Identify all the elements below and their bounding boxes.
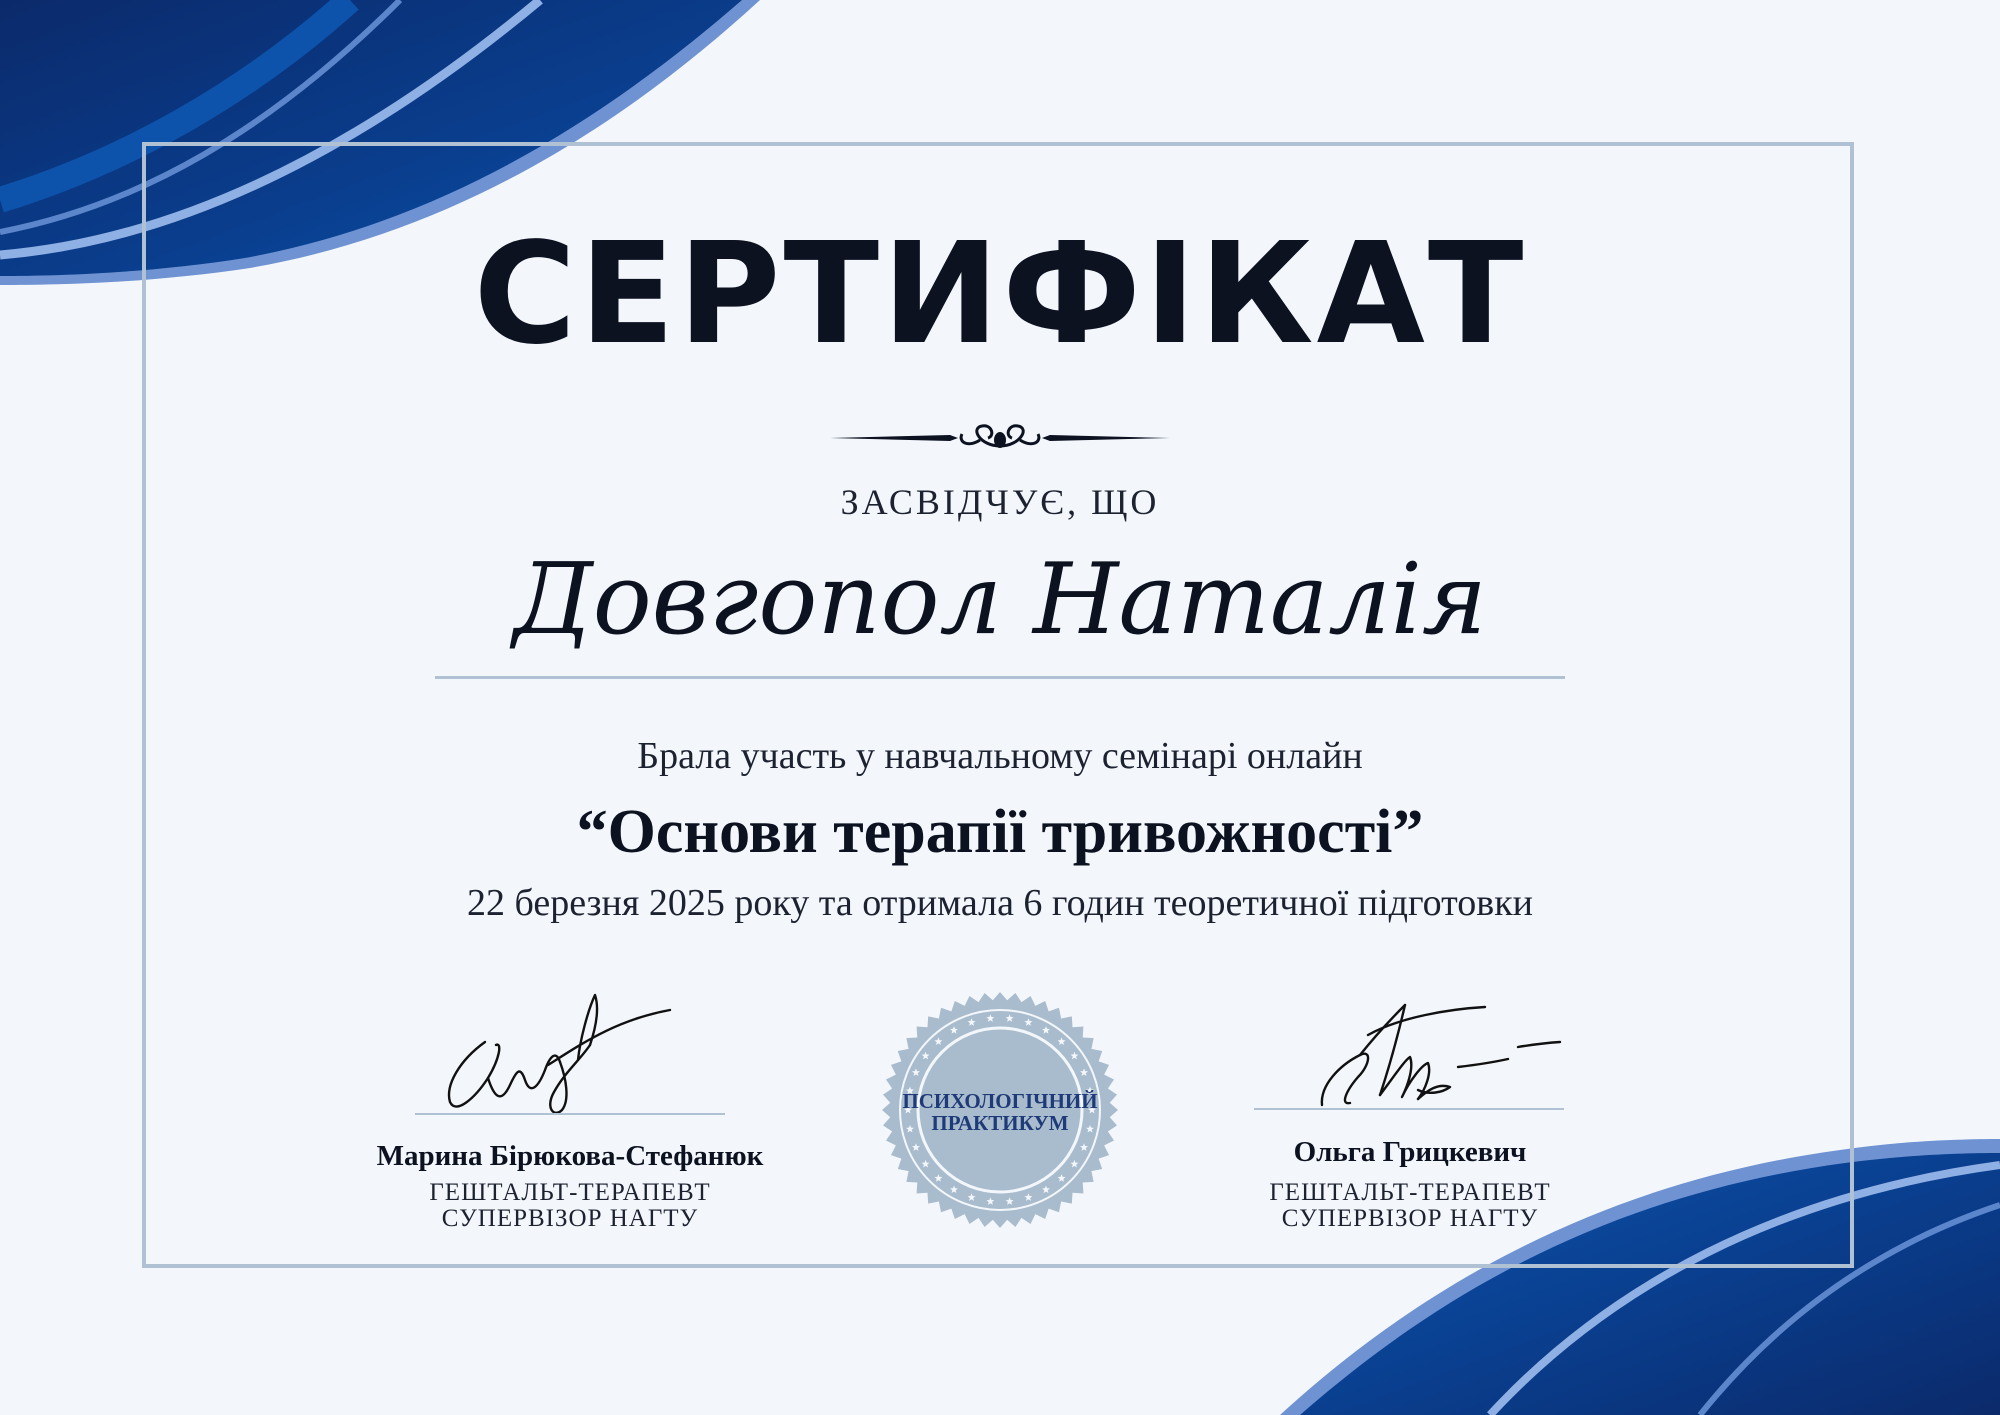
- signer-role-left-line2: СУПЕРВІЗОР НАГТУ: [441, 1205, 699, 1232]
- course-title: “Основи терапії тривожності”: [576, 798, 1424, 866]
- signer-name-right: Ольга Грицкевич: [1293, 1136, 1527, 1168]
- signer-role-right-line2: СУПЕРВІЗОР НАГТУ: [1281, 1205, 1539, 1232]
- seal-stamp: [880, 990, 1120, 1230]
- ornament-divider: [830, 418, 1170, 458]
- seal-text-line2: ПРАКТИКУМ: [931, 1111, 1069, 1135]
- signer-name-left: Марина Бірюкова-Стефанюк: [376, 1140, 764, 1172]
- signer-role-right-line1: ГЕШТАЛЬТ-ТЕРАПЕВТ: [1269, 1179, 1551, 1206]
- signer-role-left: [320, 1180, 820, 1232]
- left-signature: [430, 990, 680, 1120]
- certifies-label: ЗАСВІДЧУЄ, ЩО: [840, 482, 1160, 522]
- left-signature-line: [415, 1113, 725, 1115]
- certificate-title: СЕРТИФІКАТ: [473, 213, 1527, 376]
- recipient-name: Довгопол Наталія: [513, 543, 1487, 657]
- seal-text-line1: ПСИХОЛОГІЧНИЙ: [902, 1089, 1098, 1113]
- participation-text: Брала участь у навчальному семінарі онлайн: [637, 735, 1363, 777]
- right-signature: [1310, 995, 1570, 1115]
- signer-role-left-line1: ГЕШТАЛЬТ-ТЕРАПЕВТ: [429, 1179, 711, 1206]
- date-and-hours-text: 22 березня 2025 року та отримала 6 годин теоретичної підготовки: [467, 882, 1533, 924]
- name-underline: [435, 676, 1565, 679]
- right-signature-line: [1254, 1108, 1564, 1110]
- signer-role-right: [1160, 1180, 1660, 1232]
